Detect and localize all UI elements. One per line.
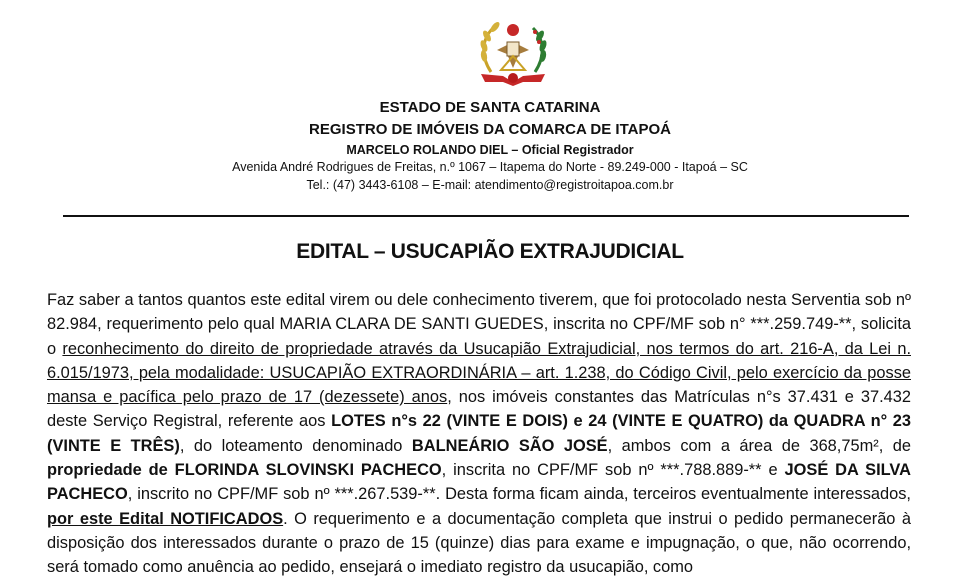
notification-clause: por este Edital NOTIFICADOS — [47, 509, 284, 528]
owner-2: JOSÉ DA SILVA PACHECO — [47, 461, 911, 504]
document-title: EDITAL – USUCAPIÃO EXTRAJUDICIAL — [296, 240, 684, 263]
body-area: , ambos com a área de 368,75m², de — [607, 436, 911, 455]
registry-contact: Tel.: (47) 3443-6108 – E-mail: atendimento@registroitapoa.com.br — [306, 178, 674, 192]
state-name: ESTADO DE SANTA CATARINA — [379, 99, 601, 116]
body-cpf-1: , inscrita no CPF/MF sob nº ***.788.889-** e — [441, 461, 785, 480]
lots-description: LOTES n°s 22 (VINTE E DOIS) e 24 (VINTE E QUATRO) da QUADRA n° 23 (VINTE E TRÊS) — [47, 412, 911, 455]
body-intro: Faz saber a tantos quantos este edital virem ou dele conhecimento tiverem, que foi protocolado nesta Serventia sob nº 82.984, requerimento pelo qual MARIA CLARA DE SANTI GUEDES, inscrita no CPF/MF sob n° ***.259.749-**, solicita o — [47, 291, 911, 358]
officer-name: MARCELO ROLANDO DIEL – Oficial Registrador — [346, 143, 634, 157]
registry-address: Avenida André Rodrigues de Freitas, n.º 1067 – Itapema do Norte - 89.249-000 - Itapoá – SC — [232, 160, 748, 174]
body-loteamento: , do loteamento denominado — [179, 436, 412, 455]
body-closing: . O requerimento e a documentação completa que instrui o pedido permanecerão à disposição dos interessados durante o prazo de 15 (quinze) dias para exame e impugnação, o que, não ocorrendo, será tomado como anuência ao pedido, ensejará o imediato registro da usucapião, como — [47, 509, 911, 577]
owner-1: propriedade de FLORINDA SLOVINSKI PACHECO — [47, 461, 442, 480]
usucapiao-basis: reconhecimento do direito de propriedade através da Usucapião Extrajudicial, nos termos do art. 216-A, da Lei n. 6.015/1973, pela modalidade: USUCAPIÃO EXTRAORDINÁRIA – art. 1.238, do Código Civil, pelo exercício da posse mansa e pacífica pelo prazo de 17 (dezessete) anos — [47, 339, 911, 407]
header-divider — [63, 215, 909, 217]
edict-body — [47, 288, 911, 580]
coat-of-arms-icon — [473, 12, 553, 88]
body-matriculas: , nos imóveis constantes das Matrículas n°s 37.431 e 37.432 deste Serviço Registral, referente aos — [47, 388, 911, 431]
body-cpf-2: , inscrito no CPF/MF sob nº ***.267.539-**. Desta forma ficam ainda, terceiros eventualmente interessados, — [127, 485, 911, 504]
loteamento-name: BALNEÁRIO SÃO JOSÉ — [411, 436, 608, 455]
registry-name: REGISTRO DE IMÓVEIS DA COMARCA DE ITAPOÁ — [309, 121, 671, 138]
